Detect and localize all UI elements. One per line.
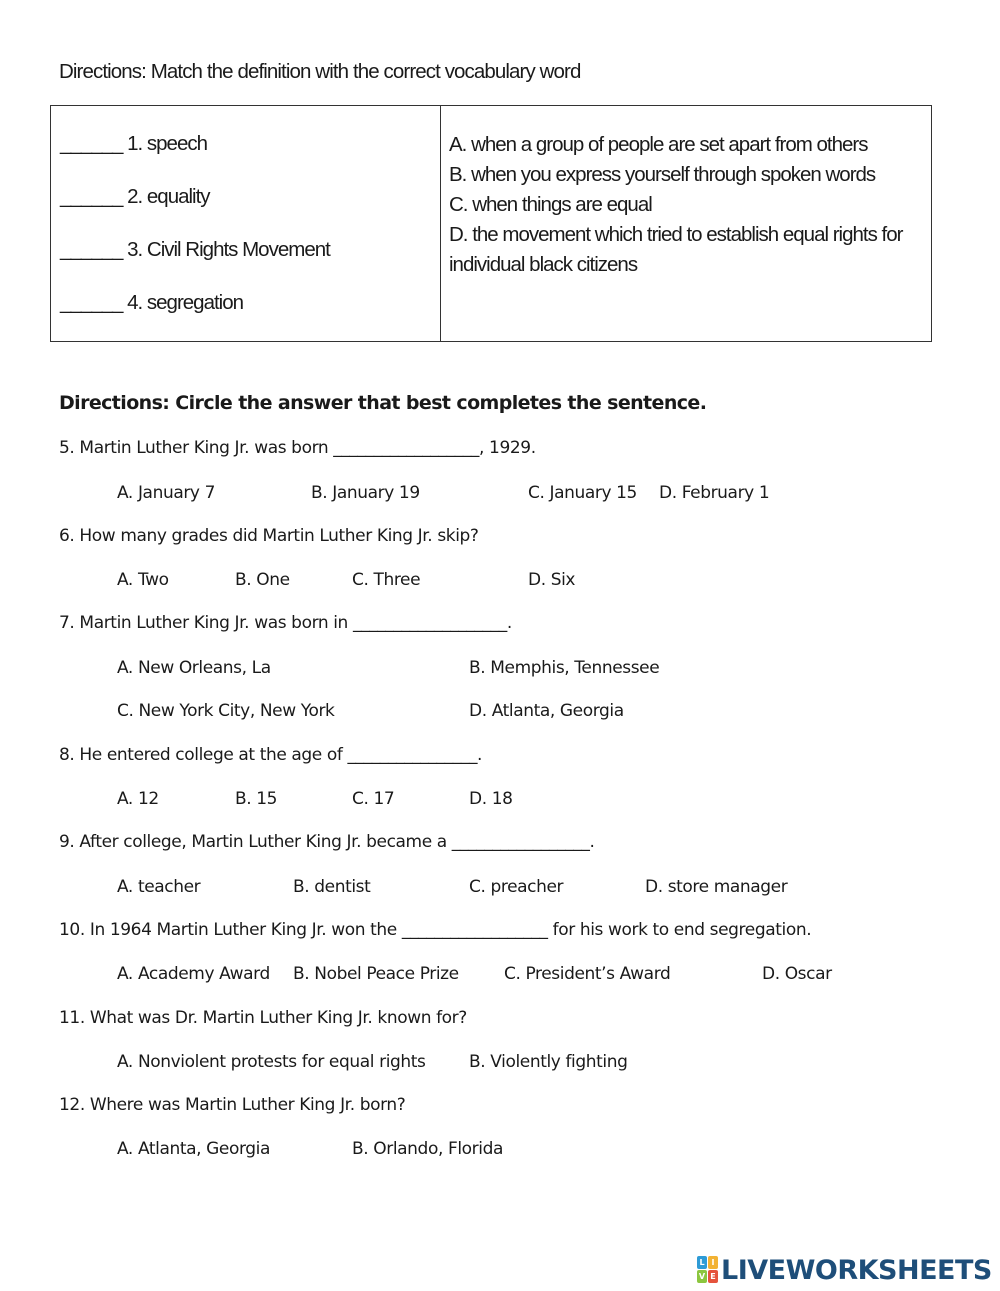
q6-option-a[interactable]: A. Two: [117, 570, 169, 590]
q11-option-b[interactable]: B. Violently fighting: [469, 1052, 628, 1072]
question-7: 7. Martin Luther King Jr. was born in ___________________.: [59, 613, 512, 633]
q7-option-d[interactable]: D. Atlanta, Georgia: [469, 701, 624, 721]
q9-option-c[interactable]: C. preacher: [469, 877, 564, 897]
logo-mark-l: L: [697, 1256, 707, 1269]
question-8: 8. He entered college at the age of ________________.: [59, 745, 483, 765]
q5-option-c[interactable]: C. January 15: [528, 483, 637, 503]
definition-d: D. the movement which tried to establish equal rights for individual black citizens: [449, 223, 903, 276]
q8-option-c[interactable]: C. 17: [352, 789, 395, 809]
q10-option-a[interactable]: A. Academy Award: [117, 964, 270, 984]
q11-option-a[interactable]: A. Nonviolent protests for equal rights: [117, 1052, 426, 1072]
q7-option-b[interactable]: B. Memphis, Tennessee: [469, 658, 660, 678]
q10-option-d[interactable]: D. Oscar: [762, 964, 832, 984]
definition-b: B. when you express yourself through spoken words: [449, 163, 876, 186]
question-6: 6. How many grades did Martin Luther King Jr. skip?: [59, 526, 479, 546]
vocab-item-4[interactable]: ______ 4. segregation: [60, 291, 244, 314]
vocab-item-3[interactable]: ______ 3. Civil Rights Movement: [60, 238, 330, 261]
vocab-item-2[interactable]: ______ 2. equality: [60, 185, 210, 208]
question-9: 9. After college, Martin Luther King Jr. became a _________________.: [59, 832, 595, 852]
liveworksheets-logo[interactable]: [697, 1253, 992, 1287]
q8-option-d[interactable]: D. 18: [469, 789, 513, 809]
q5-option-d[interactable]: D. February 1: [659, 483, 770, 503]
vocab-item-1[interactable]: ______ 1. speech: [60, 132, 207, 155]
definition-a: A. when a group of people are set apart from others: [449, 133, 868, 156]
q9-option-b[interactable]: B. dentist: [293, 877, 371, 897]
question-10: 10. In 1964 Martin Luther King Jr. won the __________________ for his work to end segregation.: [59, 920, 812, 940]
q10-option-b[interactable]: B. Nobel Peace Prize: [293, 964, 459, 984]
q9-option-d[interactable]: D. store manager: [645, 877, 788, 897]
logo-text: LIVEWORKSHEETS: [721, 1254, 992, 1286]
q9-option-a[interactable]: A. teacher: [117, 877, 201, 897]
logo-mark-i: I: [708, 1256, 718, 1269]
q7-option-c[interactable]: C. New York City, New York: [117, 701, 335, 721]
question-12: 12. Where was Martin Luther King Jr. born?: [59, 1095, 406, 1115]
definition-c: C. when things are equal: [449, 193, 652, 216]
q6-option-c[interactable]: C. Three: [352, 570, 421, 590]
q5-option-b[interactable]: B. January 19: [311, 483, 420, 503]
table-divider: [440, 106, 441, 341]
q12-option-a[interactable]: A. Atlanta, Georgia: [117, 1139, 270, 1159]
q10-option-c[interactable]: C. President’s Award: [504, 964, 671, 984]
logo-mark-icon: [697, 1256, 719, 1284]
logo-mark-e: E: [708, 1270, 718, 1283]
q6-option-b[interactable]: B. One: [235, 570, 290, 590]
directions-circle: Directions: Circle the answer that best completes the sentence.: [59, 392, 707, 414]
q5-option-a[interactable]: A. January 7: [117, 483, 216, 503]
q7-option-a[interactable]: A. New Orleans, La: [117, 658, 271, 678]
q8-option-b[interactable]: B. 15: [235, 789, 278, 809]
matching-table: [50, 105, 932, 342]
question-5: 5. Martin Luther King Jr. was born __________________, 1929.: [59, 438, 536, 458]
q8-option-a[interactable]: A. 12: [117, 789, 159, 809]
logo-mark-v: V: [698, 1272, 706, 1281]
q12-option-b[interactable]: B. Orlando, Florida: [352, 1139, 503, 1159]
directions-match: Directions: Match the definition with the correct vocabulary word: [59, 60, 581, 83]
question-11: 11. What was Dr. Martin Luther King Jr. known for?: [59, 1008, 467, 1028]
definitions-list: [449, 130, 929, 280]
q6-option-d[interactable]: D. Six: [528, 570, 576, 590]
